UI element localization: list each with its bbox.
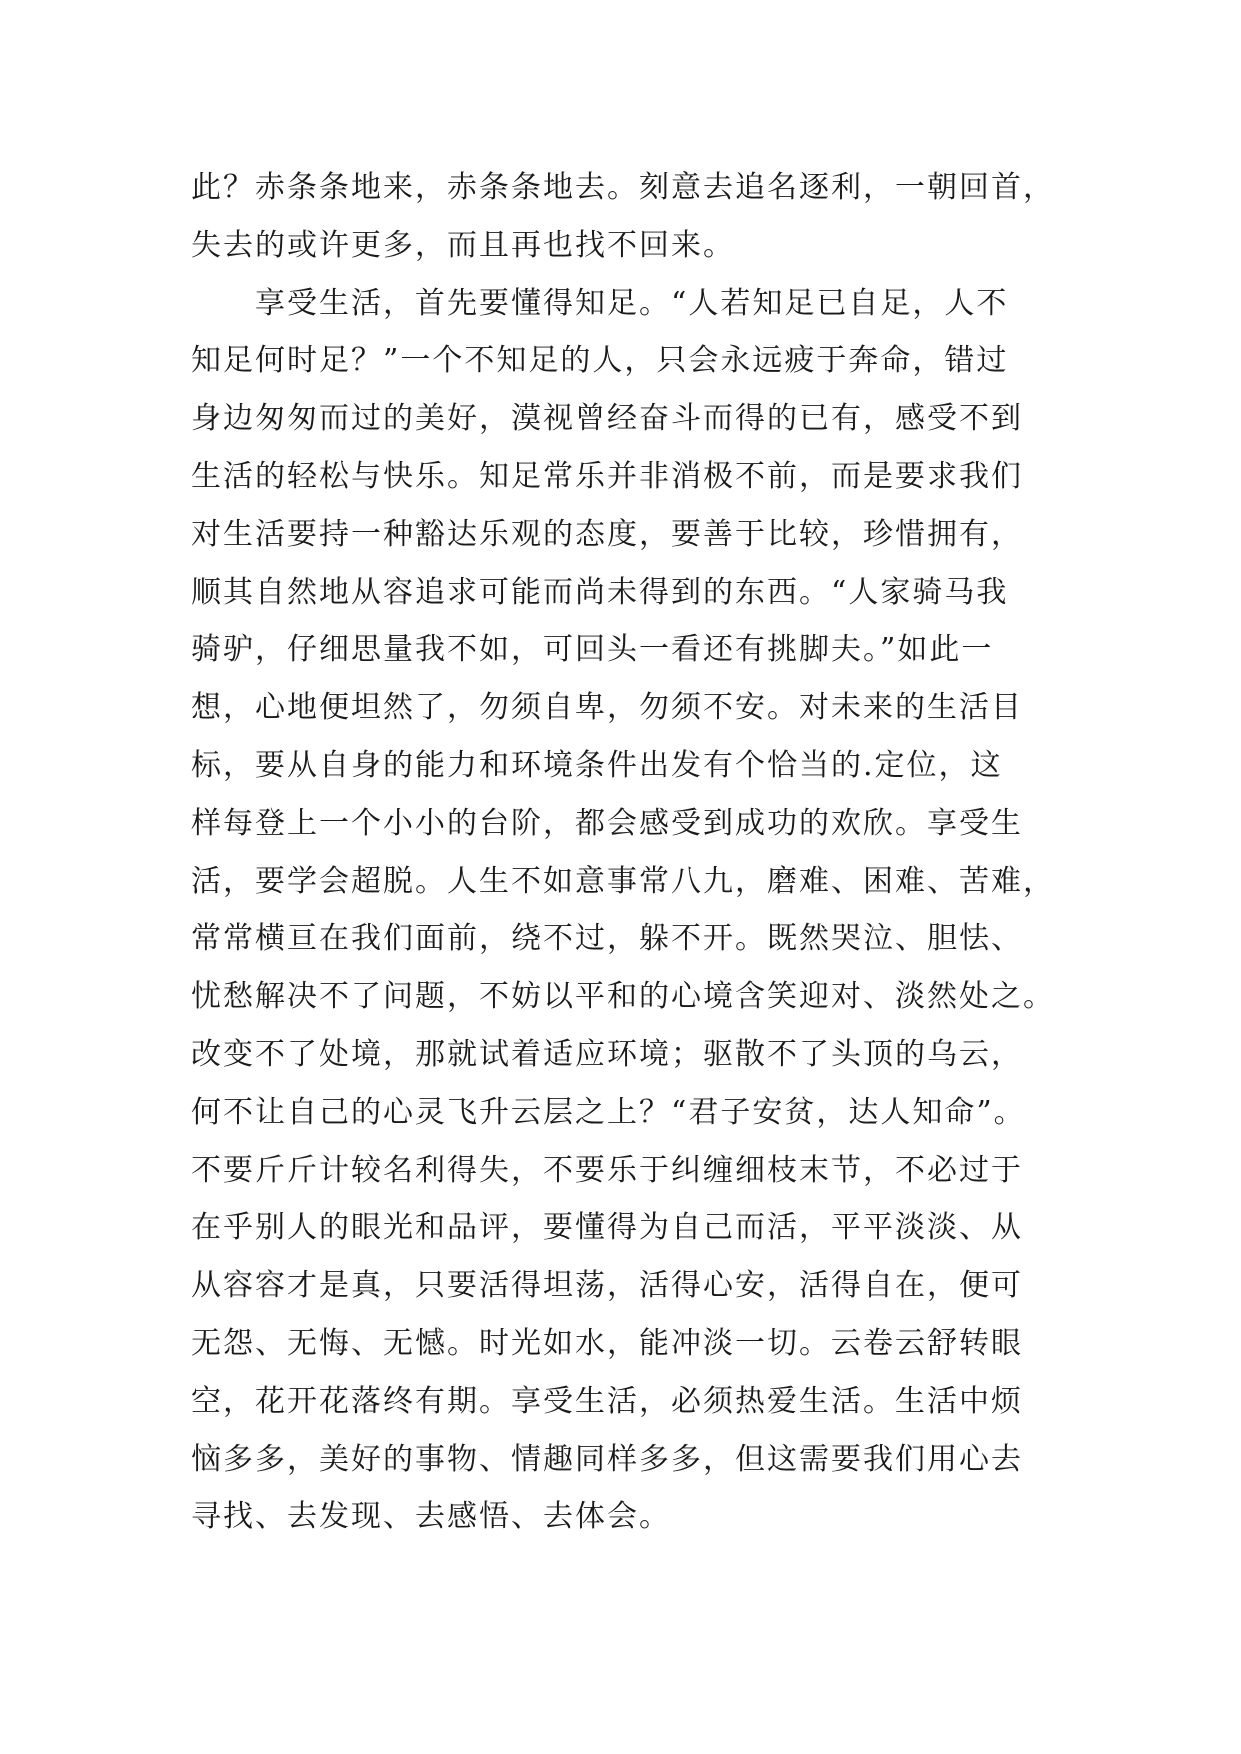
text-line: 寻找、去发现、去感悟、去体会。 xyxy=(191,1499,671,1535)
text-line: 对生活要持一种豁达乐观的态度，要善于比较，珍惜拥有， xyxy=(191,516,1023,552)
text-line: 空，花开花落终有期。享受生活，必须热爱生活。生活中烦 xyxy=(191,1383,1023,1419)
text-line: 常常横亘在我们面前，绕不过，躲不开。既然哭泣、胆怯、 xyxy=(191,921,1023,957)
text-line: 无怨、无悔、无憾。时光如水，能冲淡一切。云卷云舒转眼 xyxy=(191,1325,1023,1361)
text-line: 失去的或许更多，而且再也找不回来。 xyxy=(191,227,735,263)
text-line: 何不让自己的心灵飞升云层之上？“君子安贫，达人知命”。 xyxy=(191,1094,1026,1130)
text-line: 顺其自然地从容追求可能而尚未得到的东西。“人家骑马我 xyxy=(191,574,1009,610)
text-line: 生活的轻松与快乐。知足常乐并非消极不前，而是要求我们 xyxy=(191,458,1023,494)
text-line: 享受生活，首先要懂得知足。“人若知足已自足，人不 xyxy=(191,285,1009,321)
text-line: 样每登上一个小小的台阶，都会感受到成功的欢欣。享受生 xyxy=(191,805,1023,841)
text-line: 改变不了处境，那就试着适应环境；驱散不了头顶的乌云， xyxy=(191,1036,1023,1072)
text-line: 在乎别人的眼光和品评，要懂得为自己而活，平平淡淡、从 xyxy=(191,1210,1023,1246)
text-line: 忧愁解决不了问题，不妨以平和的心境含笑迎对、淡然处之。 xyxy=(191,979,1055,1015)
text-line: 活，要学会超脱。人生不如意事常八九，磨难、困难、苦难， xyxy=(191,863,1055,899)
text-line: 从容容才是真，只要活得坦荡，活得心安，活得自在，便可 xyxy=(191,1268,1023,1304)
body-text xyxy=(191,159,1071,1546)
text-line: 恼多多，美好的事物、情趣同样多多，但这需要我们用心去 xyxy=(191,1441,1023,1477)
text-line: 此？赤条条地来，赤条条地去。刻意去追名逐利，一朝回首， xyxy=(191,170,1055,205)
text-line: 身边匆匆而过的美好，漠视曾经奋斗而得的已有，感受不到 xyxy=(191,401,1023,437)
text-line: 骑驴，仔细思量我不如，可回头一看还有挑脚夫。”如此一 xyxy=(191,632,994,668)
text-line: 想，心地便坦然了，勿须自卑，勿须不安。对未来的生活目 xyxy=(191,690,1023,726)
text-line: 标，要从自身的能力和环境条件出发有个恰当的.定位，这 xyxy=(191,747,1003,783)
text-line: 知足何时足？”一个不知足的人，只会永远疲于奔命，错过 xyxy=(191,343,1009,379)
text-line: 不要斤斤计较名利得失，不要乐于纠缠细枝末节，不必过于 xyxy=(191,1152,1023,1188)
